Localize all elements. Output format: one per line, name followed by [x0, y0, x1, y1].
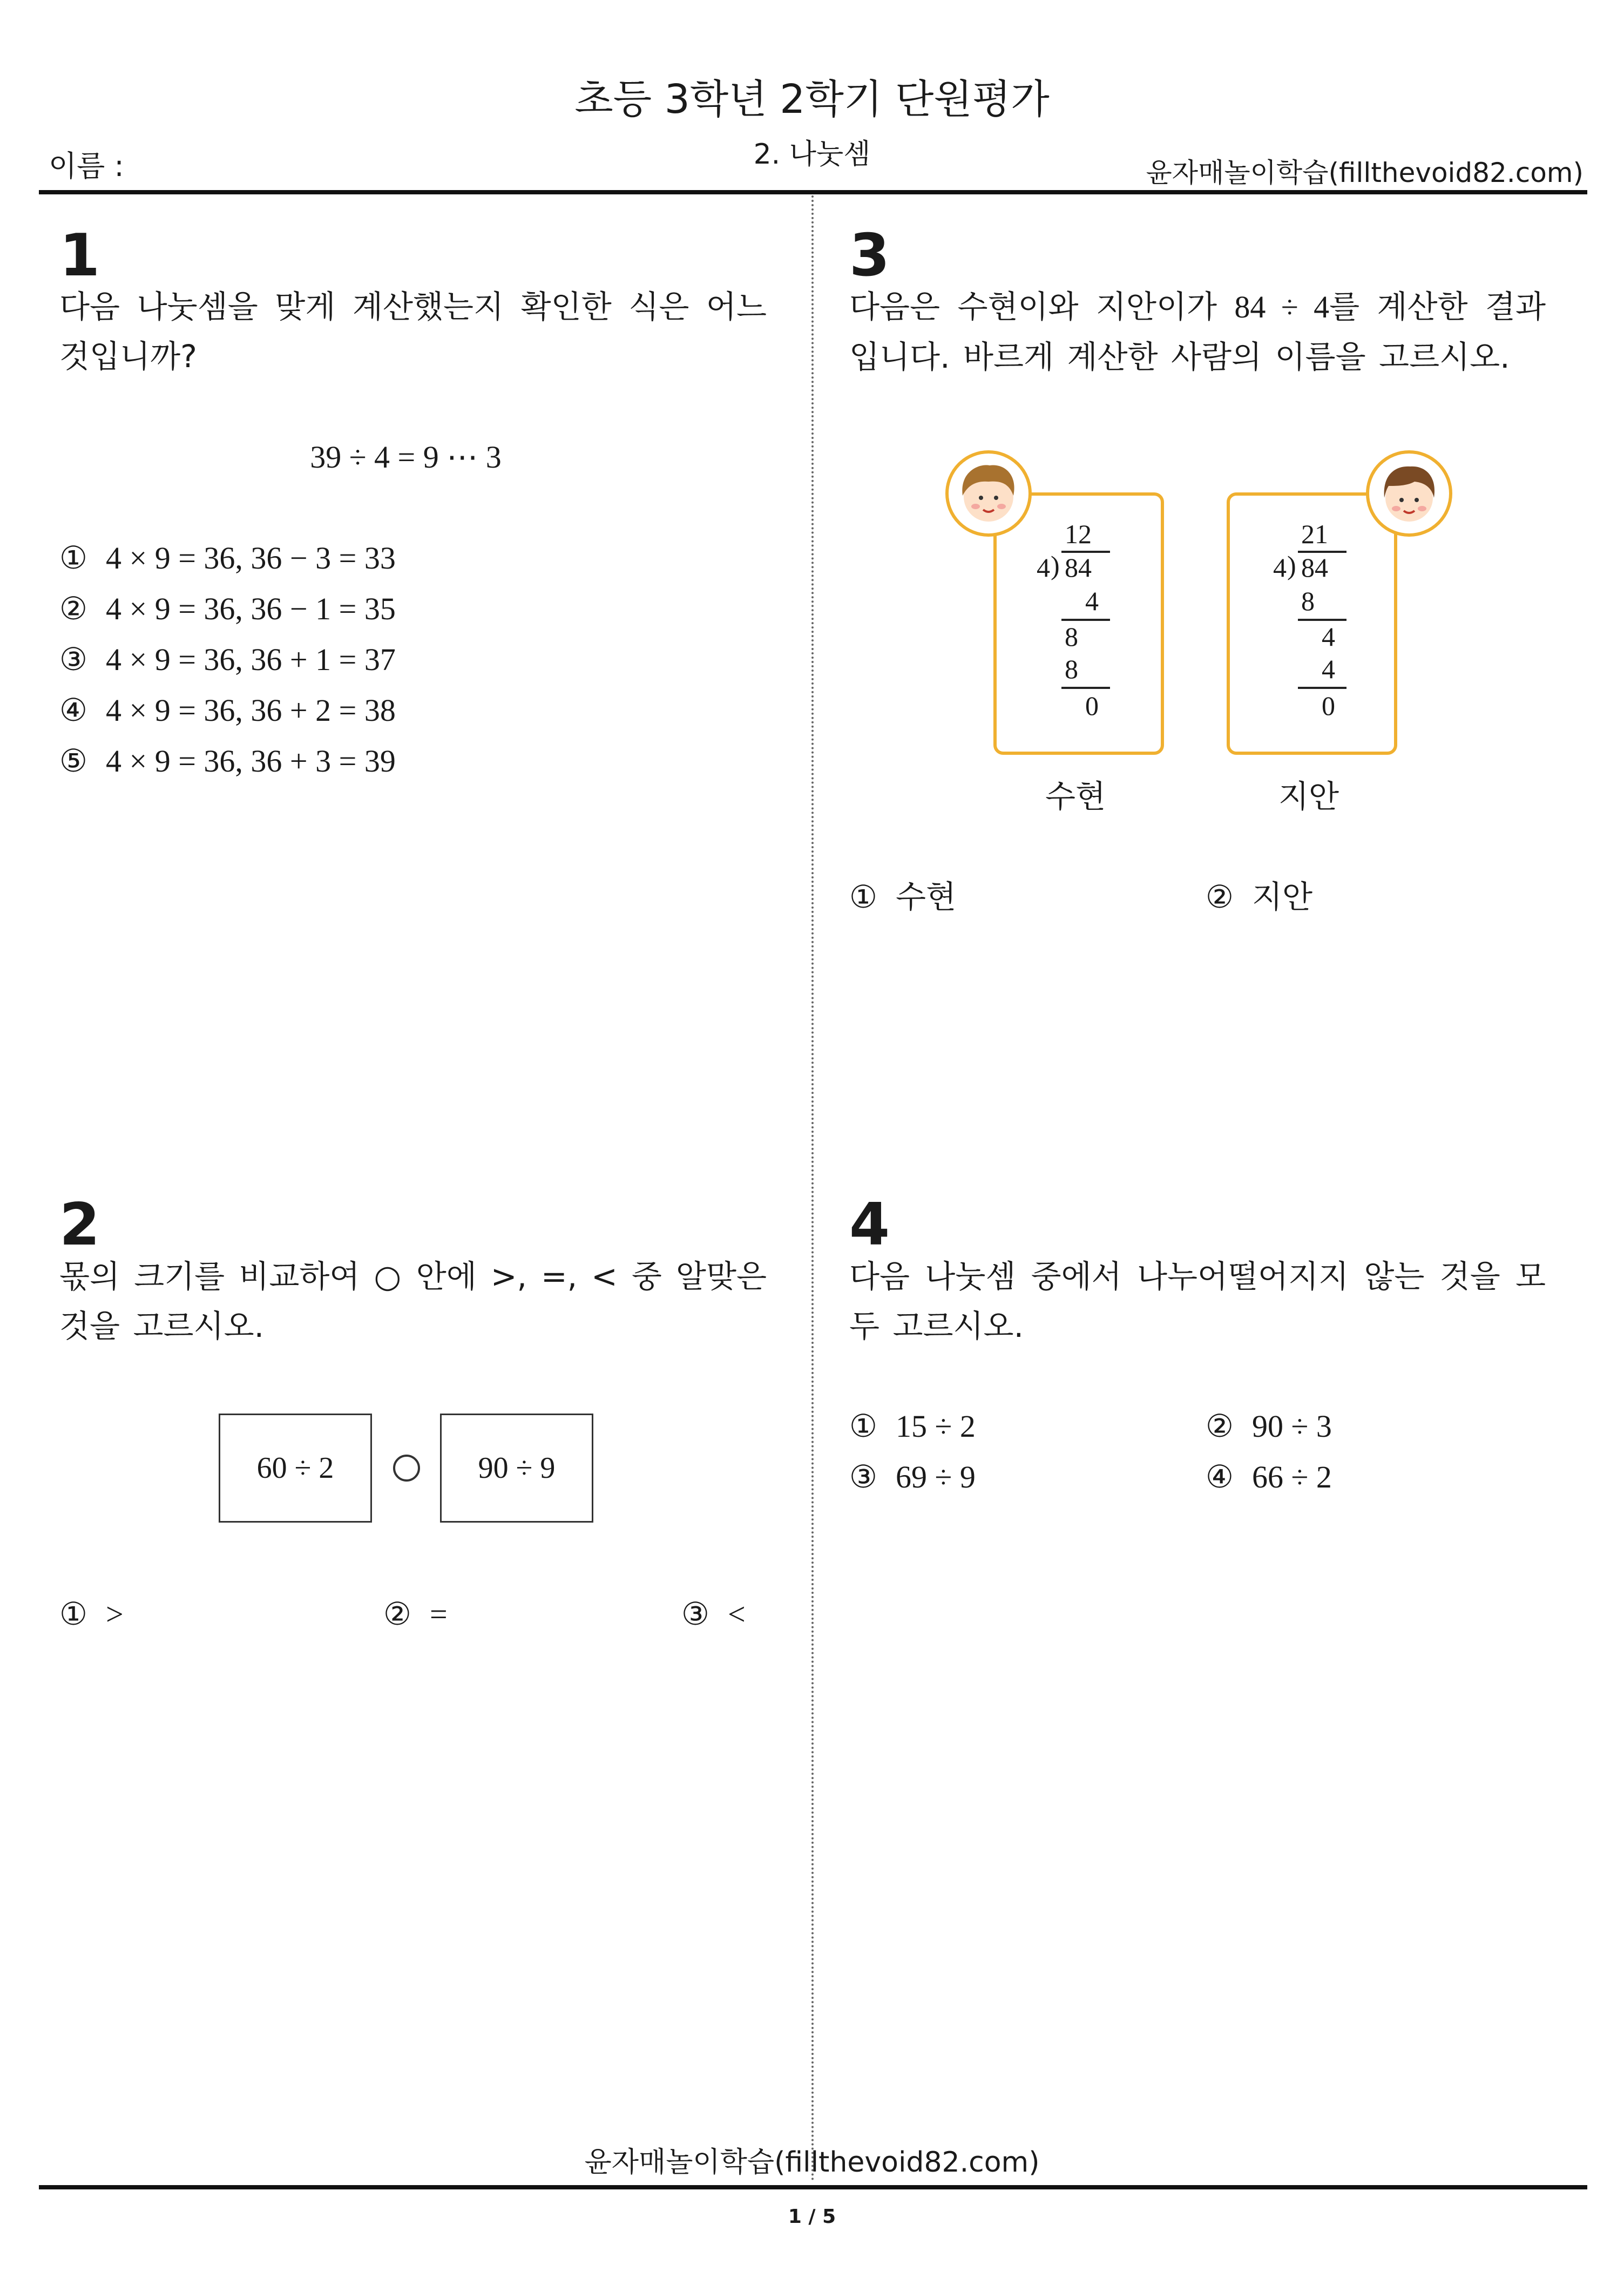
- option-text: 4 × 9 = 36, 36 − 3 = 33: [106, 540, 396, 576]
- suhyeon-step-4: 0: [1085, 691, 1099, 721]
- question-3-text: [849, 282, 1546, 382]
- question-3-text-post: 를 계산한 결과입니다. 바르게 계산한 사람의 이름을 고르시오.: [849, 288, 1546, 375]
- brand-header: 윤자매놀이학습(fillthevoid82.com): [1146, 157, 1584, 188]
- suhyeon-avatar-icon: [945, 450, 1032, 537]
- question-1-number: 1: [59, 222, 100, 289]
- name-label: 이름 :: [49, 149, 124, 183]
- option-marker: ①: [849, 1408, 877, 1444]
- option-marker: ①: [849, 878, 877, 915]
- option-marker: ③: [849, 1458, 877, 1495]
- option-text: 수현: [896, 878, 957, 915]
- suhyeon-name-label: 수현: [1045, 778, 1106, 815]
- option-marker: ⑤: [59, 742, 87, 779]
- jian-step-4: 0: [1322, 691, 1335, 721]
- suhyeon-quotient: 12: [1065, 519, 1092, 549]
- option-text: 4 × 9 = 36, 36 + 1 = 37: [106, 642, 396, 677]
- option-marker: ②: [59, 590, 87, 627]
- right-expression-box: 90 ÷ 9: [440, 1414, 593, 1523]
- question-2-option-1[interactable]: [59, 1595, 124, 1632]
- suhyeon-step-2: 8: [1065, 621, 1078, 652]
- question-3-option-1[interactable]: [849, 878, 957, 915]
- suhyeon-divisor: 4: [1037, 552, 1050, 583]
- option-marker: ②: [383, 1595, 411, 1632]
- option-text: 4 × 9 = 36, 36 + 3 = 39: [106, 743, 396, 779]
- page-number: 1 / 5: [788, 2206, 836, 2228]
- division-bracket: ): [1287, 550, 1296, 580]
- brand-footer: 윤자매놀이학습(fillthevoid82.com): [584, 2146, 1040, 2179]
- question-2-option-3[interactable]: [681, 1595, 746, 1632]
- left-expression-box: 60 ÷ 2: [219, 1414, 372, 1523]
- question-2-number: 2: [59, 1191, 100, 1259]
- jian-name-label: 지안: [1278, 778, 1339, 815]
- question-1-option-2[interactable]: [59, 590, 396, 627]
- suhyeon-dividend: 84: [1065, 552, 1092, 583]
- question-1-equation: 39 ÷ 4 = 9 ⋯ 3: [310, 440, 502, 475]
- jian-step-3: 4: [1322, 654, 1335, 684]
- suhyeon-step-3: 8: [1065, 654, 1078, 684]
- question-2-text: 몫의 크기를 비교하여 ○ 안에 >, =, < 중 알맞은 것을 고르시오.: [59, 1258, 767, 1344]
- jian-avatar-icon: [1366, 450, 1452, 537]
- comparison-circle[interactable]: [393, 1455, 420, 1482]
- jian-divisor: 4: [1273, 552, 1287, 583]
- column-divider: [811, 195, 814, 2182]
- option-marker: ②: [1206, 878, 1234, 915]
- option-text: <: [728, 1597, 746, 1632]
- jian-step-1: 8: [1301, 586, 1315, 616]
- header-divider: [39, 190, 1587, 194]
- suhyeon-step-1: 4: [1085, 586, 1099, 616]
- option-marker: ④: [59, 692, 87, 728]
- jian-step-2: 4: [1322, 621, 1335, 652]
- question-1-option-1[interactable]: [59, 539, 396, 576]
- step-line: [1298, 687, 1346, 689]
- option-marker: ②: [1206, 1408, 1234, 1444]
- question-4-option-1[interactable]: [849, 1410, 976, 1442]
- question-1-text: 다음 나눗셈을 맞게 계산했는지 확인한 식은 어느 것입니까?: [59, 288, 767, 375]
- option-text: 지안: [1252, 878, 1313, 915]
- option-marker: ③: [59, 641, 87, 678]
- option-text: 66 ÷ 2: [1252, 1459, 1332, 1495]
- question-2-option-2[interactable]: [383, 1595, 448, 1632]
- step-line: [1061, 687, 1110, 689]
- jian-dividend: 84: [1301, 552, 1328, 583]
- question-4-option-3[interactable]: [849, 1458, 976, 1495]
- option-text: 15 ÷ 2: [896, 1409, 976, 1444]
- question-3-option-2[interactable]: [1206, 878, 1313, 915]
- footer-divider: [39, 2185, 1587, 2189]
- question-3-number: 3: [849, 222, 890, 289]
- option-text: 69 ÷ 9: [896, 1459, 976, 1495]
- question-1-option-5[interactable]: [59, 742, 396, 779]
- question-1-option-4[interactable]: [59, 694, 396, 726]
- question-4-option-4[interactable]: [1206, 1458, 1332, 1495]
- option-marker: ③: [681, 1595, 709, 1632]
- unit-subtitle: 2. 나눗셈: [753, 138, 871, 171]
- option-text: =: [430, 1597, 448, 1632]
- question-3-expression: 84 ÷ 4: [1234, 289, 1330, 324]
- question-4-number: 4: [849, 1191, 890, 1259]
- option-text: 90 ÷ 3: [1252, 1409, 1332, 1444]
- division-bracket: ): [1051, 550, 1060, 580]
- option-text: >: [106, 1597, 124, 1632]
- option-marker: ①: [59, 539, 87, 576]
- question-1-option-3[interactable]: [59, 641, 396, 678]
- question-4-text: 다음 나눗셈 중에서 나누어떨어지지 않는 것을 모두 고르시오.: [849, 1258, 1546, 1344]
- option-text: 4 × 9 = 36, 36 + 2 = 38: [106, 693, 396, 728]
- question-4-option-2[interactable]: [1206, 1410, 1332, 1442]
- question-3-text-pre: 다음은 수현이와 지안이가: [849, 288, 1235, 325]
- option-marker: ④: [1206, 1458, 1234, 1495]
- jian-quotient: 21: [1301, 519, 1328, 549]
- page-title: 초등 3학년 2학기 단원평가: [574, 76, 1050, 123]
- option-text: 4 × 9 = 36, 36 − 1 = 35: [106, 591, 396, 626]
- option-marker: ①: [59, 1595, 87, 1632]
